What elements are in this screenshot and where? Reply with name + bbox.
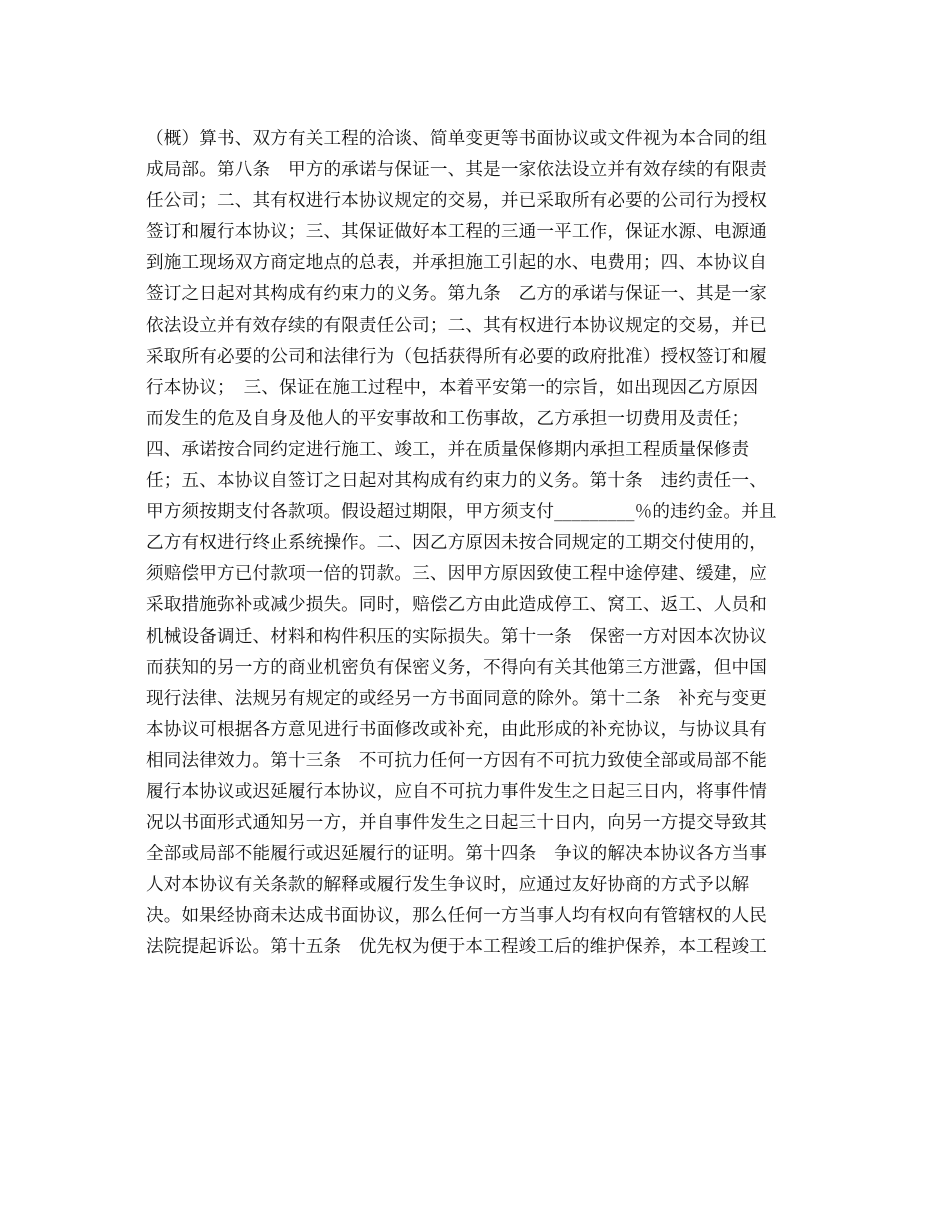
text-line: 法院提起诉讼。第十五条 优先权为便于本工程竣工后的维护保养，本工程竣工 [146, 937, 768, 958]
text-line: 到施工现场双方商定地点的总表，并承担施工引起的水、电费用；四、本协议自 [146, 253, 768, 274]
text-line: 行本协议； 三、保证在施工过程中，本着平安第一的宗旨，如出现因乙方原因 [146, 377, 759, 398]
text-line: 签订之日起对其构成有约束力的义务。第九条 乙方的承诺与保证一、其是一家 [146, 284, 768, 305]
contract-body-text [146, 124, 816, 964]
text-line: 而获知的另一方的商业机密负有保密义务，不得向有关其他第三方泄露，但中国 [146, 657, 768, 678]
text-line: 人对本协议有关条款的解释或履行发生争议时，应通过友好协商的方式予以解 [146, 875, 750, 896]
text-line: 相同法律效力。第十三条 不可抗力任何一方因有不可抗力致使全部或局部不能 [146, 750, 768, 771]
text-line: （概）算书、双方有关工程的洽谈、简单变更等书面协议或文件视为本合同的组 [146, 129, 768, 149]
text-line: 采取措施弥补或减少损失。同时，赔偿乙方由此造成停工、窝工、返工、人员和 [146, 595, 768, 616]
text-line: 乙方有权进行终止系统操作。二、因乙方原因未按合同规定的工期交付使用的， [146, 533, 768, 554]
text-line: 依法设立并有效存续的有限责任公司；二、其有权进行本协议规定的交易，并已 [146, 315, 768, 336]
text-line: 任；五、本协议自签订之日起对其构成有约束力的义务。第十条 违约责任一、 [146, 471, 768, 492]
text-line: 须赔偿甲方已付款项一倍的罚款。三、因甲方原因致使工程中途停建、缓建，应 [146, 564, 768, 585]
text-line: 现行法律、法规另有规定的或经另一方书面同意的除外。第十二条 补充与变更 [146, 688, 768, 709]
text-line: 机械设备调迁、材料和构件积压的实际损失。第十一条 保密一方对因本次协议 [146, 626, 768, 647]
text-line: 况以书面形式通知另一方，并自事件发生之日起三十日内，向另一方提交导致其 [146, 813, 768, 834]
text-line: 本协议可根据各方意见进行书面修改或补充，由此形成的补充协议，与协议具有 [146, 719, 768, 740]
text-line: 履行本协议或迟延履行本协议，应自不可抗力事件发生之日起三日内，将事件情 [146, 781, 768, 802]
text-line: 成局部。第八条 甲方的承诺与保证一、其是一家依法设立并有效存续的有限责 [146, 160, 768, 181]
text-line: 全部或局部不能履行或迟延履行的证明。第十四条 争议的解决本协议各方当事 [146, 844, 768, 865]
text-line: 决。如果经协商未达成书面协议，那么任何一方当事人均有权向有管辖权的人民 [146, 906, 768, 927]
text-line: 任公司；二、其有权进行本协议规定的交易，并已采取所有必要的公司行为授权 [146, 191, 768, 212]
text-line: 四、承诺按合同约定进行施工、竣工，并在质量保修期内承担工程质量保修责 [146, 439, 750, 460]
text-line: 采取所有必要的公司和法律行为（包括获得所有必要的政府批准）授权签订和履 [146, 346, 768, 367]
text-line: 甲方须按期支付各款项。假设超过期限，甲方须支付_________％的违约金。并且 [146, 502, 777, 523]
text-line: 而发生的危及自身及他人的平安事故和工伤事故，乙方承担一切费用及责任； [146, 408, 750, 429]
text-line: 签订和履行本协议；三、其保证做好本工程的三通一平工作，保证水源、电源通 [146, 222, 768, 243]
